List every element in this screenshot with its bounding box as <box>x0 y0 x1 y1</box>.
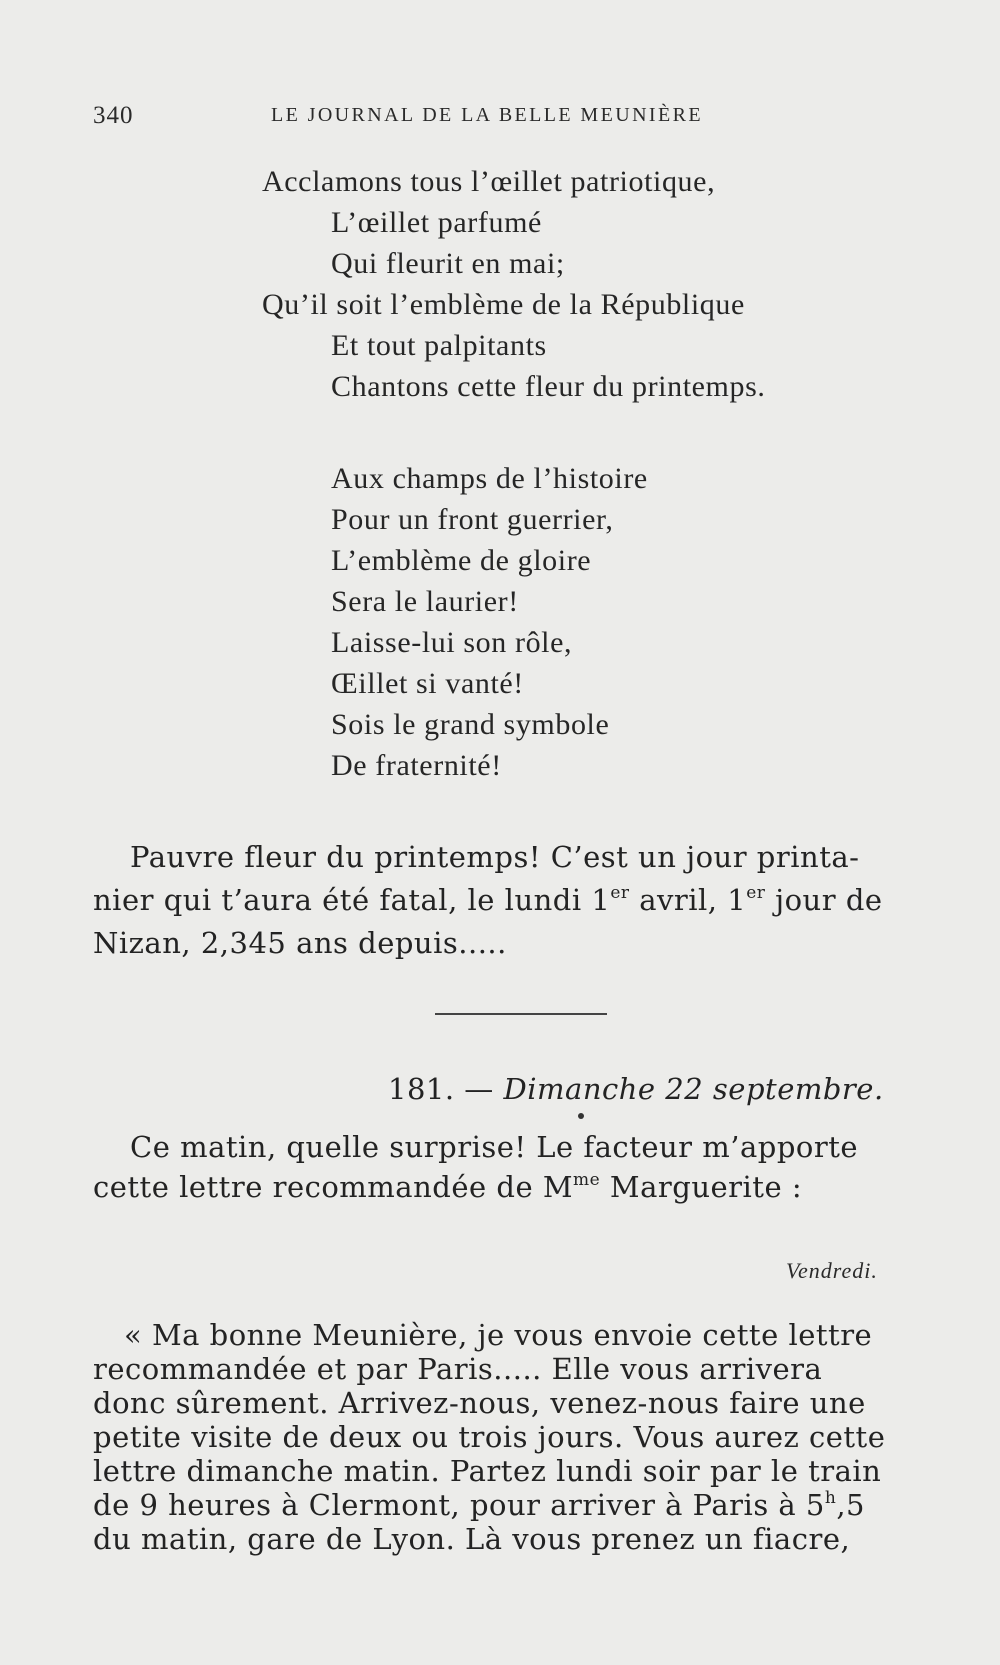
entry-heading <box>388 1072 884 1106</box>
text-run: nier qui t’aura été fatal, le lundi 1 <box>93 883 611 917</box>
verse-line: Œillet si vanté! <box>331 667 524 700</box>
verse-line: L’œillet parfumé <box>331 206 542 239</box>
text-run: avril, 1 <box>629 883 747 917</box>
verse-line: Pour un front guerrier, <box>331 503 614 536</box>
verse-line: Aux champs de l’histoire <box>331 462 648 495</box>
verse-line: L’emblème de gloire <box>331 544 592 577</box>
text-run: jour de <box>765 883 883 917</box>
paragraph-line: Nizan, 2,345 ans depuis..... <box>93 926 507 960</box>
page-number: 340 <box>93 102 134 129</box>
paragraph-line: Pauvre fleur du printemps! C’est un jour printa- <box>130 840 860 874</box>
superscript: me <box>573 1170 601 1190</box>
text-run: de 9 heures à Clermont, pour arriver à Paris à 5 <box>93 1488 825 1522</box>
entry-date: Dimanche 22 septembre. <box>503 1072 884 1106</box>
paragraph-line: Ce matin, quelle surprise! Le facteur m’apporte <box>130 1130 859 1164</box>
superscript: er <box>746 883 766 903</box>
verse-line: Acclamons tous l’œillet patriotique, <box>262 165 716 198</box>
paragraph-line <box>93 1170 802 1204</box>
page-header <box>93 102 773 132</box>
letter-line: « Ma bonne Meunière, je vous envoie cette lettre <box>124 1318 873 1352</box>
verse-line: Et tout palpitants <box>331 329 547 362</box>
text-run: Marguerite : <box>600 1170 803 1204</box>
letter-line <box>93 1488 865 1522</box>
superscript: er <box>610 883 630 903</box>
verse-line: Chantons cette fleur du printemps. <box>331 370 766 403</box>
letter-line: recommandée et par Paris..... Elle vous arrivera <box>93 1352 823 1386</box>
letter-line: donc sûrement. Arrivez-nous, venez-nous faire une <box>93 1386 866 1420</box>
superscript: h <box>824 1488 837 1508</box>
verse-line: Sois le grand symbole <box>331 708 610 741</box>
text-run: ,5 <box>836 1488 866 1522</box>
paragraph-line <box>93 883 883 917</box>
text-run: cette lettre recommandée de M <box>93 1170 574 1204</box>
print-speck <box>578 1113 584 1119</box>
letter-line: du matin, gare de Lyon. Là vous prenez un fiacre, <box>93 1522 851 1556</box>
verse-line: Qu’il soit l’emblème de la République <box>262 288 745 321</box>
entry-number: 181. — <box>388 1072 504 1106</box>
verse-line: Laisse-lui son rôle, <box>331 626 573 659</box>
section-divider <box>435 1013 607 1015</box>
letter-dateline: Vendredi. <box>786 1258 878 1283</box>
letter-line: petite visite de deux ou trois jours. Vous aurez cette <box>93 1420 886 1454</box>
verse-line: Sera le laurier! <box>331 585 519 618</box>
letter-line: lettre dimanche matin. Partez lundi soir par le train <box>93 1454 882 1488</box>
verse-line: Qui fleurit en mai; <box>331 247 565 280</box>
running-head: LE JOURNAL DE LA BELLE MEUNIÈRE <box>271 104 703 126</box>
verse-line: De fraternité! <box>331 749 502 782</box>
